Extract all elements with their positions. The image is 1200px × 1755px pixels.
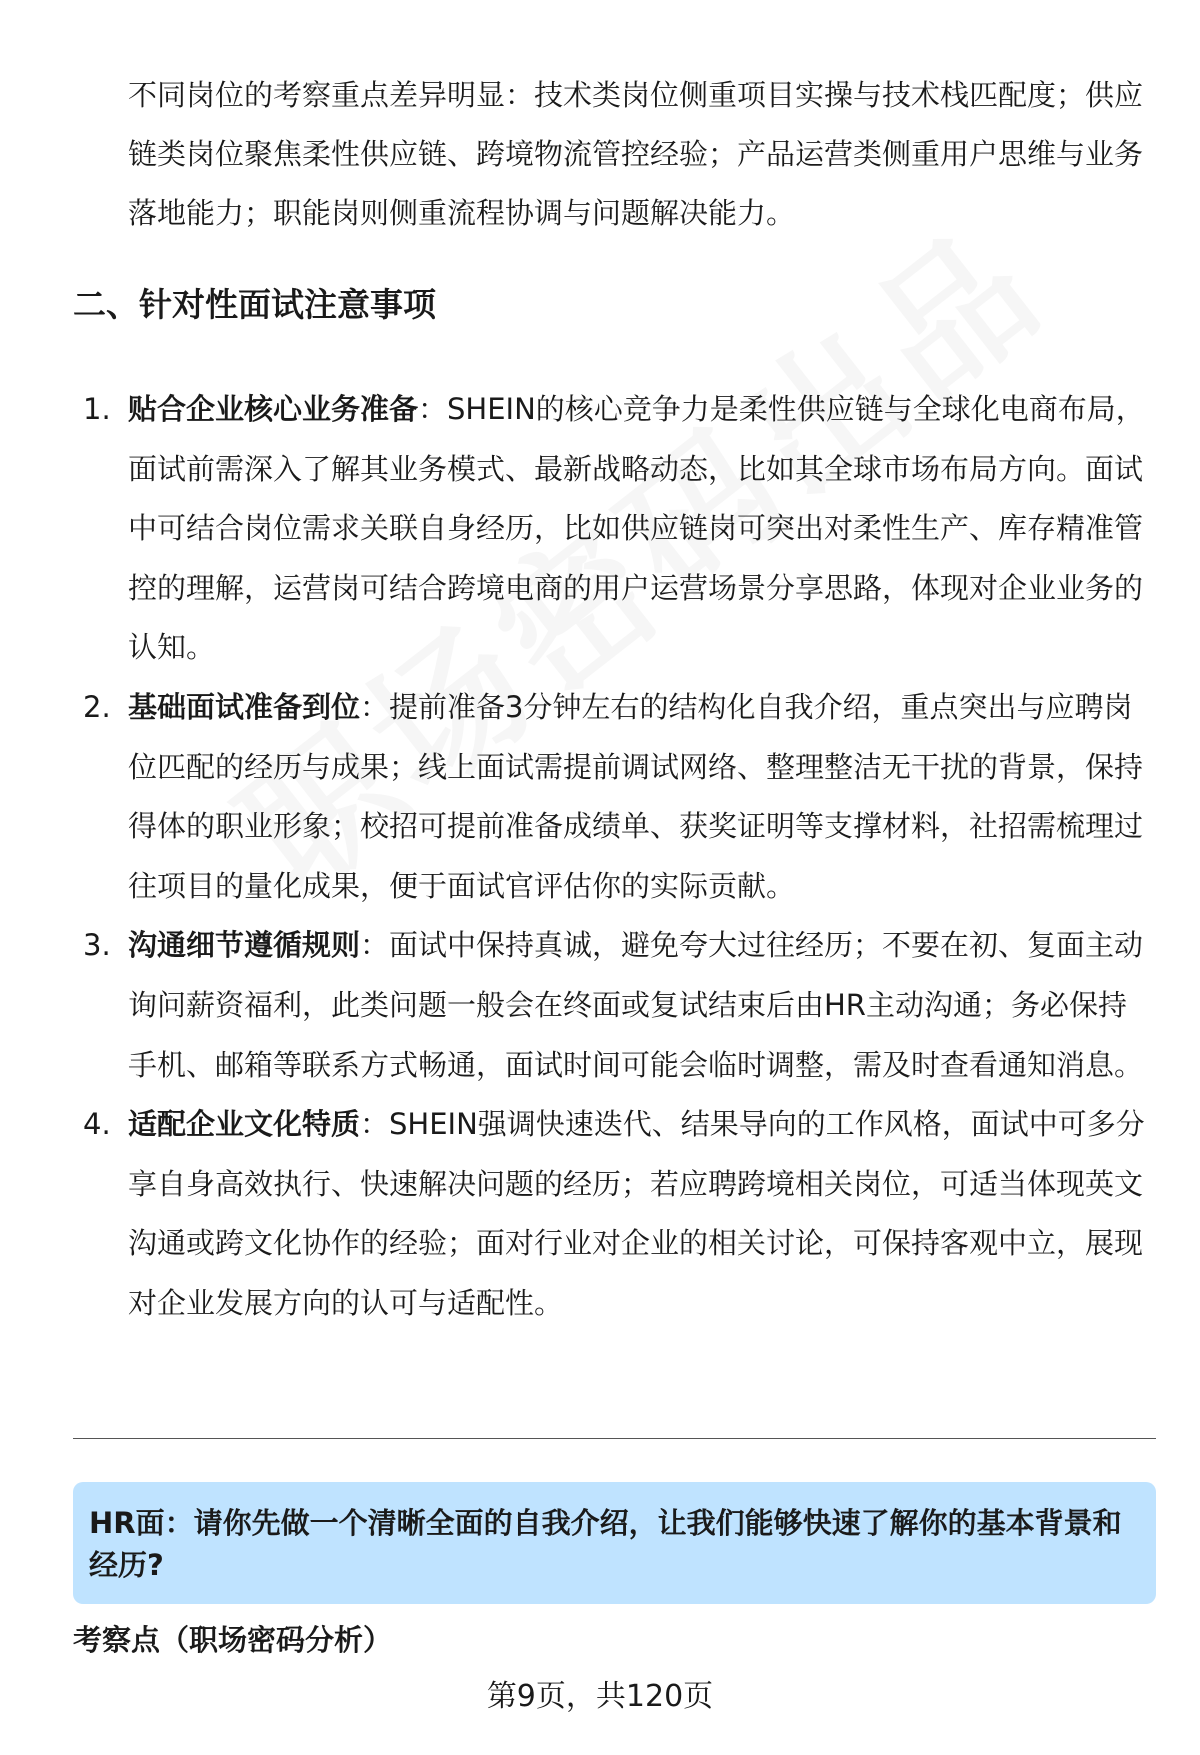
- list-item-title: 适配企业文化特质: [128, 1107, 361, 1142]
- question-text: HR面：请你先做一个清晰全面的自我介绍，让我们能够快速了解你的基本背景和经历?: [89, 1506, 1122, 1582]
- list-item-title: 沟通细节遵循规则: [128, 928, 361, 963]
- list-number: 1.: [83, 392, 111, 426]
- section-heading: 二、针对性面试注意事项: [73, 285, 436, 324]
- list-item-title: 贴合企业核心业务准备: [128, 392, 419, 426]
- list-item-text: ：SHEIN的核心竞争力是柔性供应链与全球化电商布局，面试前需深入了解其业务模式、最新战略动态，比如其全球市场布局方向。面试中可结合岗位需求关联自身经历，比如供应链岗可突出对柔性生产、库存精准管控的理解，运营岗可结合跨境电商的用户运营场景分享思路，体现对企业业务的认知。: [128, 392, 1145, 665]
- page-number-footer: 第9页，共120页: [486, 1679, 714, 1714]
- list-item: [0, 1095, 1148, 1333]
- list-item: [0, 678, 1148, 916]
- list-item-text: ：面试中保持真诚，避免夸大过往经历；不要在初、复面主动询问薪资福利，此类问题一般会在终面或复试结束后由HR主动沟通；务必保持手机、邮箱等联系方式畅通，面试时间可能会临时调整，需及时查看通知消息。: [128, 928, 1144, 1082]
- list-item-text: ：提前准备3分钟左右的结构化自我介绍，重点突出与应聘岗位匹配的经历与成果；线上面试需提前调试网络、整理整洁无干扰的背景，保持得体的职业形象；校招可提前准备成绩单、获奖证明等支撑材料，社招需梳理过往项目的量化成果，便于面试官评估你的实际贡献。: [128, 689, 1144, 903]
- list-item-title: 基础面试准备到位: [128, 689, 361, 724]
- intro-paragraph: 不同岗位的考察重点差异明显：技术类岗位侧重项目实操与技术栈匹配度；供应链类岗位聚焦柔性供应链、跨境物流管控经验；产品运营类侧重用户思维与业务落地能力；职能岗则侧重流程协调与问题解决能力。: [128, 78, 1144, 230]
- list-item-text: ：SHEIN强调快速迭代、结果导向的工作风格，面试中可多分享自身高效执行、快速解决问题的经历；若应聘跨境相关岗位，可适当体现英文沟通或跨文化协作的经验；面对行业对企业的相关讨论，可保持客观中立，展现对企业发展方向的认可与适配性。: [128, 1107, 1145, 1320]
- list-item: [0, 916, 1148, 1095]
- list-number: 2.: [83, 689, 111, 724]
- list-number: 3.: [83, 928, 111, 963]
- list-item: [0, 380, 1148, 678]
- analysis-subheading: 考察点（职场密码分析）: [73, 1623, 393, 1657]
- question-box: [73, 1482, 1156, 1604]
- tips-list: [0, 380, 1200, 1334]
- list-number: 4.: [83, 1107, 111, 1142]
- divider: [73, 1438, 1156, 1439]
